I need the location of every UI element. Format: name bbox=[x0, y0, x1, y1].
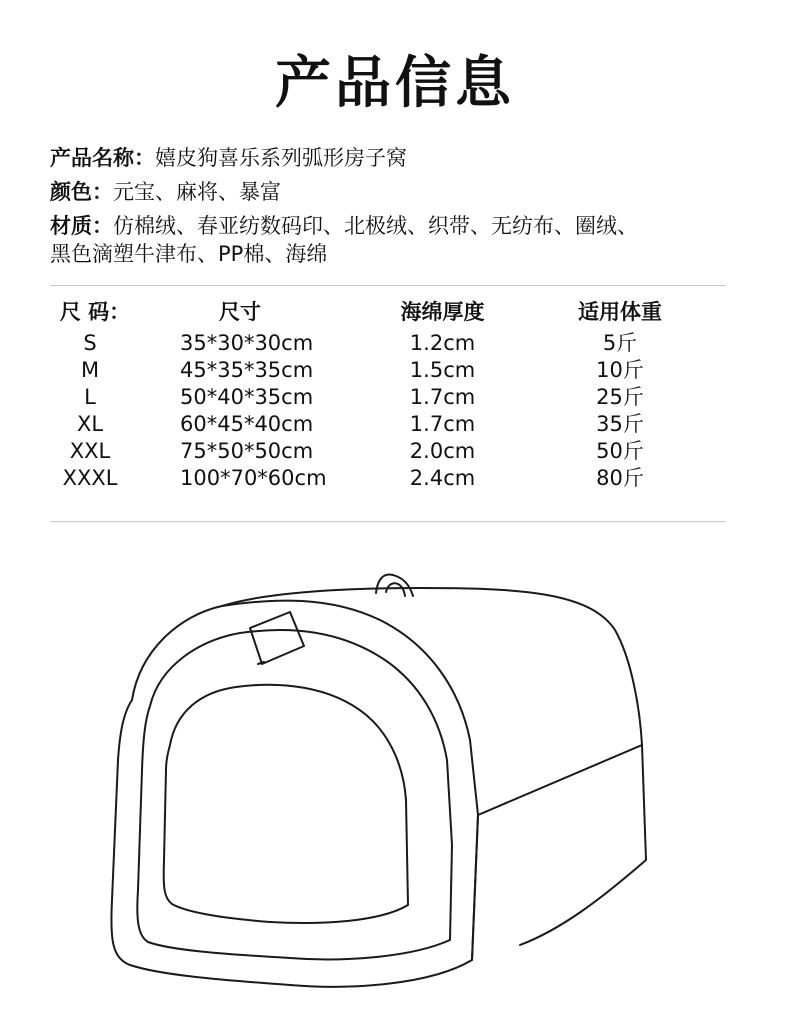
cell-weight: 50斤 bbox=[596, 439, 644, 463]
cell-size: S bbox=[83, 331, 97, 355]
handle-icon bbox=[376, 575, 413, 596]
cell-thickness: 2.4cm bbox=[409, 466, 476, 490]
info-row-name bbox=[50, 144, 750, 172]
size-table-header bbox=[50, 296, 730, 330]
cell-dimensions: 75*50*50cm bbox=[180, 439, 314, 463]
cell-thickness: 2.0cm bbox=[409, 439, 476, 463]
page-title: 产品信息 bbox=[275, 51, 515, 116]
color-value: 元宝、麻将、暴富 bbox=[113, 180, 281, 204]
cell-dimensions: 50*40*35cm bbox=[180, 385, 314, 409]
header-size: 尺 码： bbox=[59, 300, 131, 324]
cell-weight: 25斤 bbox=[596, 385, 644, 409]
info-row-color bbox=[50, 178, 750, 206]
cell-dimensions: 60*45*40cm bbox=[180, 412, 314, 436]
table-row bbox=[50, 384, 730, 411]
cell-weight: 10斤 bbox=[596, 358, 644, 382]
table-row bbox=[50, 330, 730, 357]
cell-weight: 80斤 bbox=[596, 466, 644, 490]
pet-house-illustration bbox=[100, 570, 660, 1000]
cell-weight: 5斤 bbox=[602, 331, 638, 355]
color-label: 颜色： bbox=[50, 180, 113, 204]
info-row-material bbox=[50, 212, 750, 268]
divider-top bbox=[50, 285, 726, 286]
header-sponge-thickness: 海绵厚度 bbox=[400, 300, 485, 324]
cell-size: XL bbox=[76, 412, 104, 436]
material-label: 材质： bbox=[50, 214, 113, 238]
product-info bbox=[50, 144, 750, 274]
header-dimensions: 尺寸 bbox=[219, 300, 261, 324]
cell-thickness: 1.2cm bbox=[409, 331, 476, 355]
cell-size: M bbox=[80, 358, 100, 382]
name-label: 产品名称： bbox=[50, 146, 155, 170]
material-value-line1: 仿棉绒、春亚纺数码印、北极绒、织带、无纺布、圈绒、 bbox=[113, 214, 638, 238]
cell-thickness: 1.7cm bbox=[409, 385, 476, 409]
label-tag-icon bbox=[250, 612, 304, 664]
table-row bbox=[50, 438, 730, 465]
name-value: 嬉皮狗喜乐系列弧形房子窝 bbox=[155, 146, 407, 170]
table-row bbox=[50, 465, 730, 492]
table-row bbox=[50, 357, 730, 384]
size-table bbox=[50, 296, 730, 492]
divider-bottom bbox=[50, 521, 726, 522]
cell-dimensions: 35*30*30cm bbox=[180, 331, 314, 355]
table-row bbox=[50, 411, 730, 438]
material-value-line2: 黑色滴塑牛津布、PP棉、海绵 bbox=[50, 242, 328, 266]
cell-size: XXL bbox=[69, 439, 111, 463]
cell-dimensions: 45*35*35cm bbox=[180, 358, 314, 382]
cell-size: L bbox=[84, 385, 96, 409]
cell-dimensions: 100*70*60cm bbox=[180, 466, 327, 490]
header-weight: 适用体重 bbox=[578, 300, 662, 324]
cell-size: XXXL bbox=[62, 466, 118, 490]
cell-weight: 35斤 bbox=[596, 412, 644, 436]
cell-thickness: 1.5cm bbox=[409, 358, 476, 382]
cell-thickness: 1.7cm bbox=[409, 412, 476, 436]
